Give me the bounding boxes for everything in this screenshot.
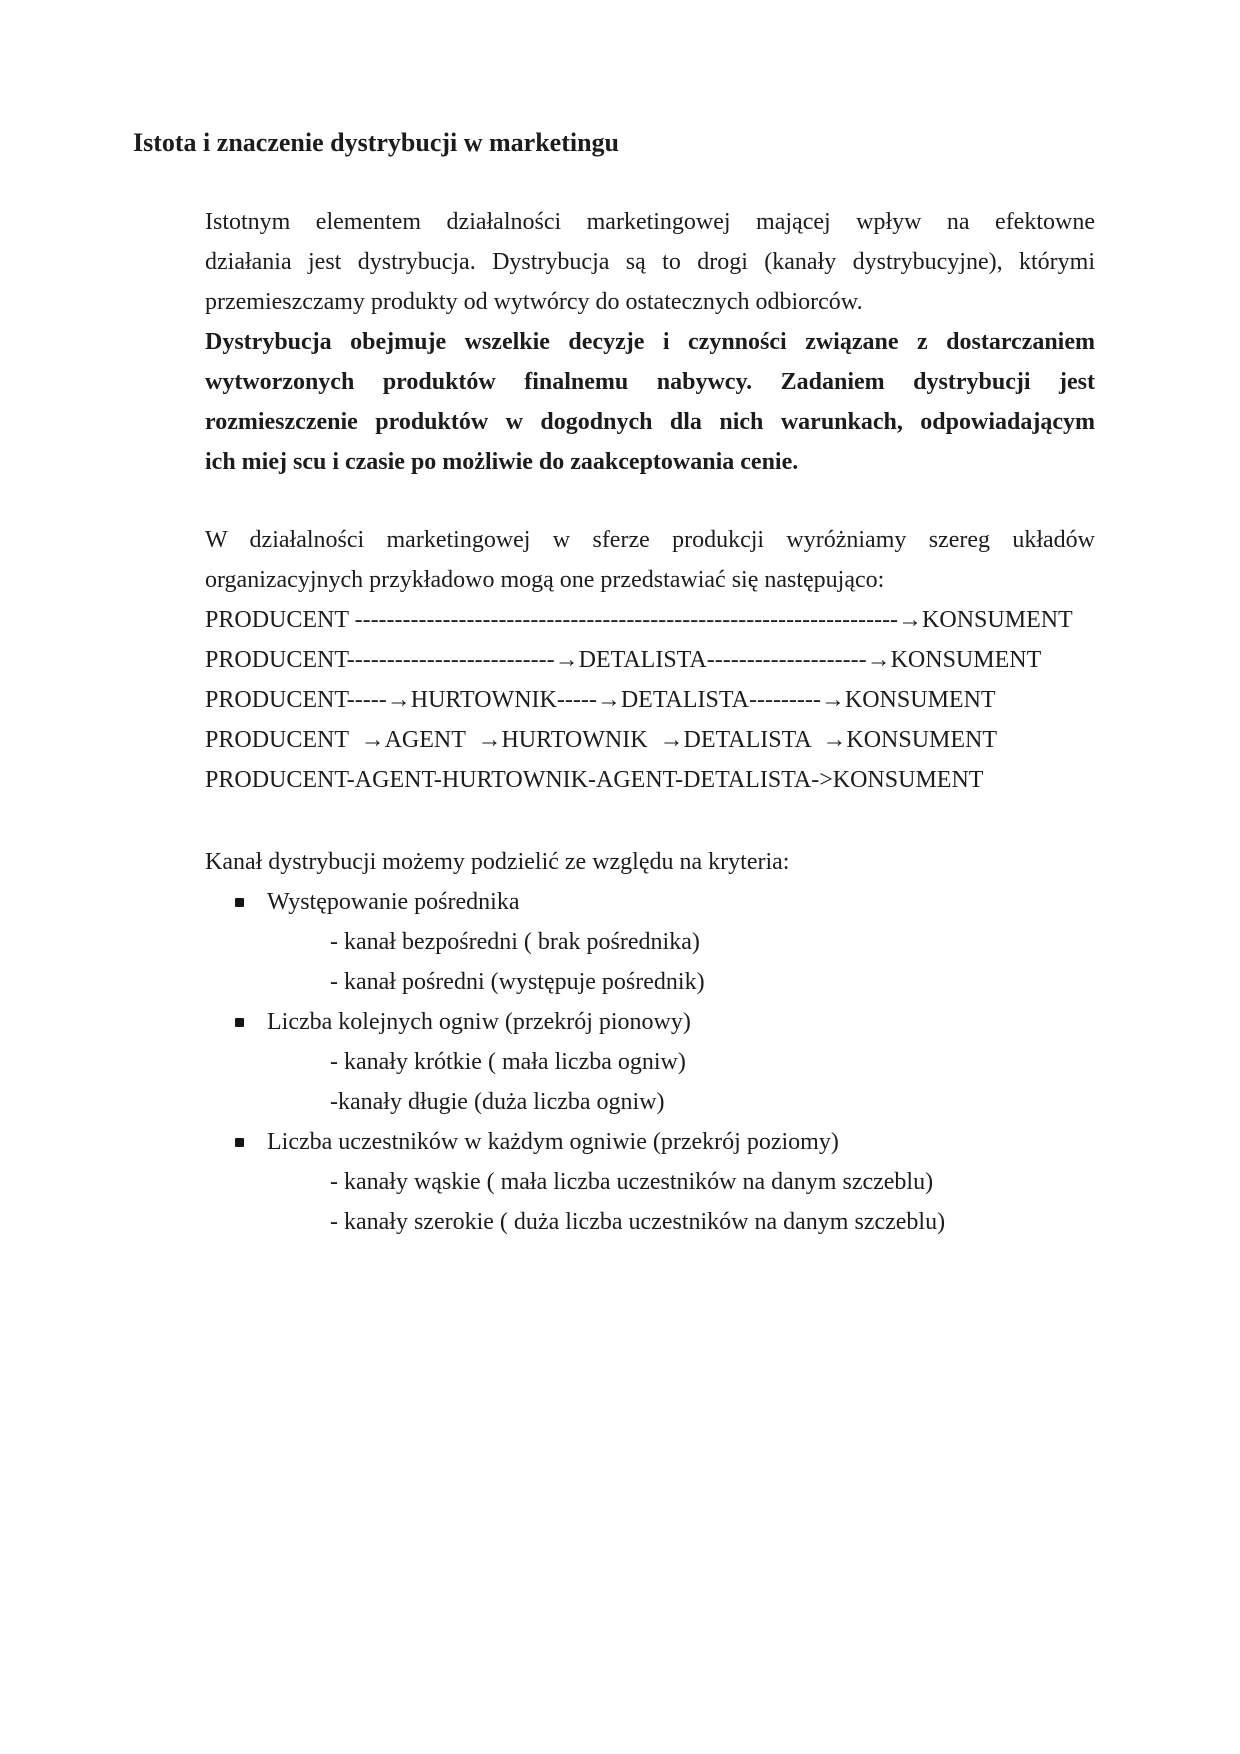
bullet-item bbox=[205, 882, 1095, 922]
systems-paragraph bbox=[205, 520, 1095, 600]
bullet-label: Liczba uczestników w każdym ogniwie (przekrój poziomy) bbox=[267, 1129, 839, 1155]
bullet-item bbox=[205, 1122, 1095, 1162]
bullet-sub-item: - kanały szerokie ( duża liczba uczestników na danym szczeblu) bbox=[330, 1209, 946, 1235]
paragraph-spacer bbox=[205, 482, 1095, 520]
bullet-label: Liczba kolejnych ogniw (przekrój pionowy) bbox=[267, 1009, 691, 1035]
bullet-icon bbox=[235, 1138, 244, 1147]
bullet-sub-item: - kanały krótkie ( mała liczba ogniw) bbox=[330, 1049, 686, 1075]
bullet-sub-item: - kanał bezpośredni ( brak pośrednika) bbox=[330, 929, 700, 955]
definition-paragraph bbox=[205, 322, 1095, 482]
channel-chain-line: PRODUCENT --------------------------------------------------------------------→KONSUMENT bbox=[205, 607, 1073, 633]
page-title: Istota i znaczenie dystrybucji w marketingu bbox=[133, 128, 620, 157]
channel-chain-list bbox=[205, 600, 1095, 800]
document-body bbox=[205, 202, 1095, 1242]
bullet-item bbox=[205, 1002, 1095, 1042]
intro-paragraph bbox=[205, 202, 1095, 322]
paragraph-line: przemieszczamy produkty od wytwórcy do ostatecznych odbiorców. bbox=[205, 289, 863, 315]
paragraph-line: działania jest dystrybucja. Dystrybucja są to drogi (kanały dystrybucyjne), którymi bbox=[205, 249, 1095, 275]
channel-chain-line: PRODUCENT-----→HURTOWNIK-----→DETALISTA---------→KONSUMENT bbox=[205, 687, 996, 713]
paragraph-line: Istotnym elementem działalności marketingowej mającej wpływ na efektowne bbox=[205, 209, 1095, 235]
paragraph-line: Dystrybucja obejmuje wszelkie decyzje i czynności związane z dostarczaniem bbox=[205, 329, 1095, 355]
criteria-list bbox=[205, 882, 1095, 1242]
bullet-sub-item: -kanały długie (duża liczba ogniw) bbox=[330, 1089, 665, 1115]
bullet-icon bbox=[235, 1018, 244, 1027]
paragraph-line: rozmieszczenie produktów w dogodnych dla nich warunkach, odpowiadającym bbox=[205, 409, 1095, 435]
paragraph-line: ich miej scu i czasie po możliwie do zaakceptowania cenie. bbox=[205, 449, 799, 475]
criteria-intro: Kanał dystrybucji możemy podzielić ze względu na kryteria: bbox=[205, 849, 790, 875]
channel-chain-line: PRODUCENT--------------------------→DETALISTA--------------------→KONSUMENT bbox=[205, 647, 1042, 673]
paragraph-line: wytworzonych produktów finalnemu nabywcy. Zadaniem dystrybucji jest bbox=[205, 369, 1095, 395]
paragraph-spacer bbox=[205, 800, 1095, 842]
bullet-sub-item: - kanał pośredni (występuje pośrednik) bbox=[330, 969, 705, 995]
channel-chain-line: PRODUCENT →AGENT →HURTOWNIK →DETALISTA →KONSUMENT bbox=[205, 727, 998, 753]
bullet-label: Występowanie pośrednika bbox=[267, 889, 520, 915]
channel-chain-line: PRODUCENT-AGENT-HURTOWNIK-AGENT-DETALISTA->KONSUMENT bbox=[205, 767, 984, 793]
paragraph-line: organizacyjnych przykładowo mogą one przedstawiać się następująco: bbox=[205, 567, 885, 593]
bullet-icon bbox=[235, 898, 244, 907]
bullet-sub-item: - kanały wąskie ( mała liczba uczestników na danym szczeblu) bbox=[330, 1169, 934, 1195]
paragraph-line: W działalności marketingowej w sferze produkcji wyróżniamy szereg układów bbox=[205, 527, 1095, 553]
